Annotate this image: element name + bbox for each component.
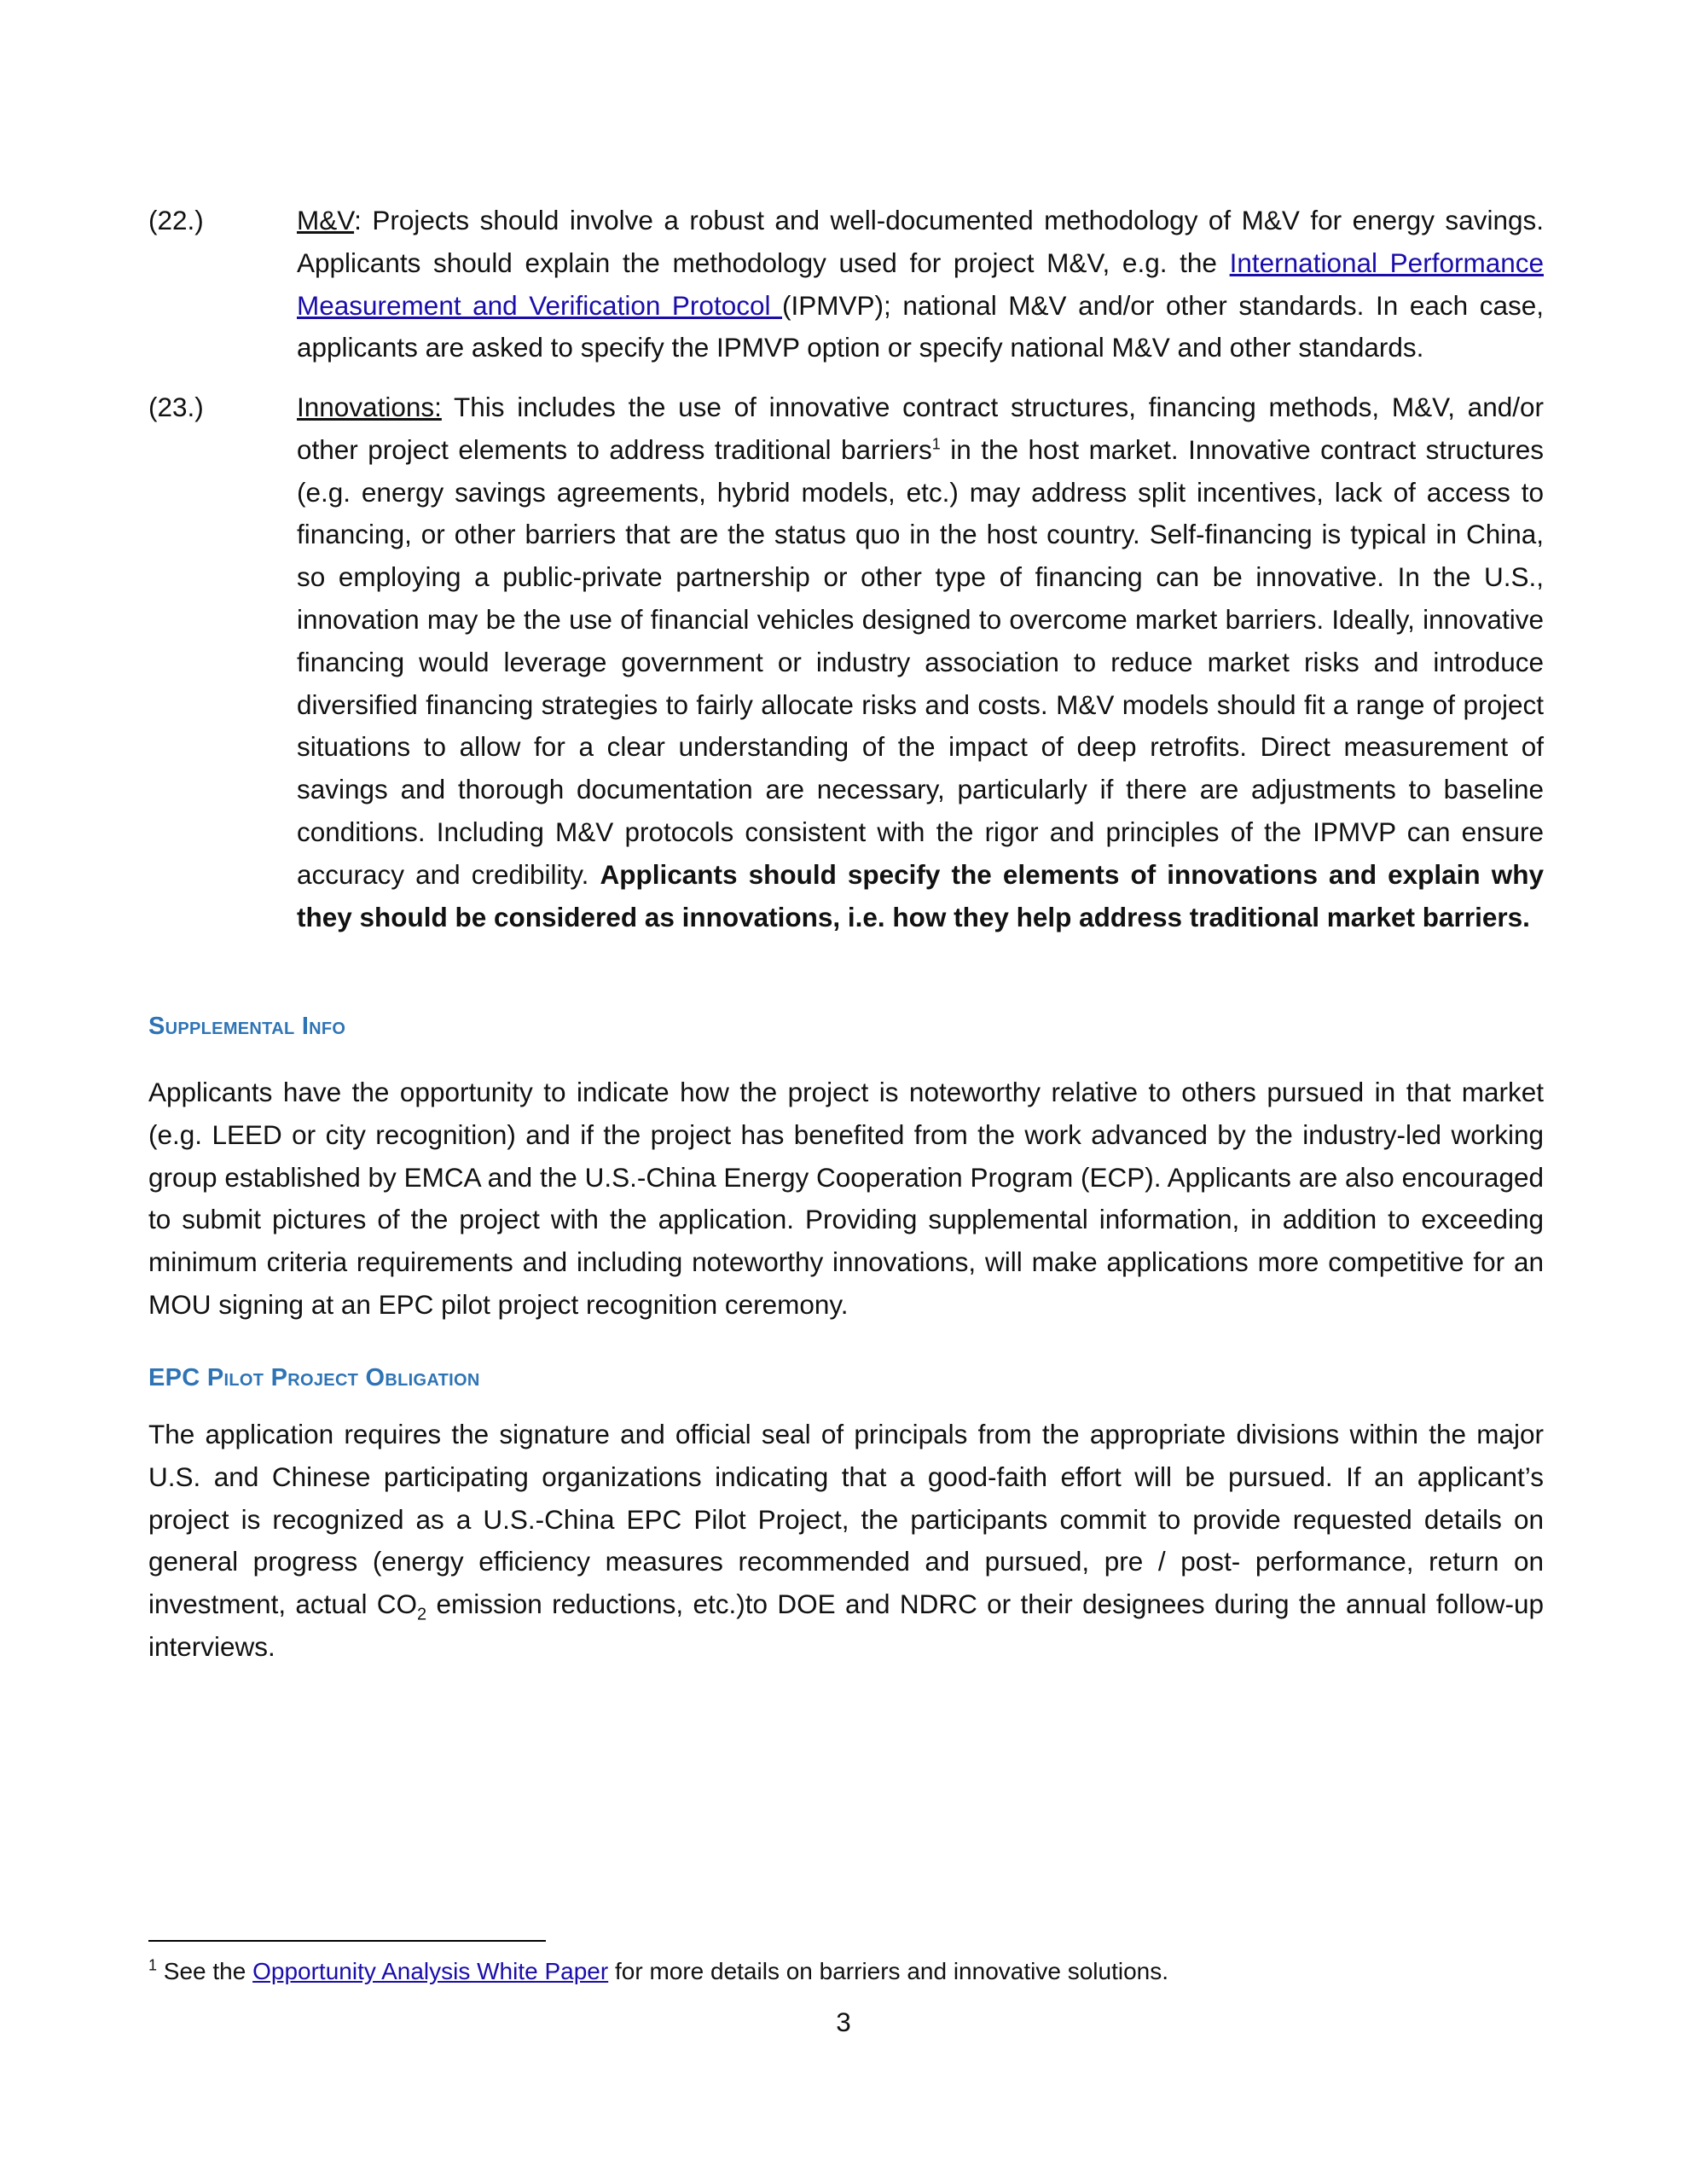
footnote bbox=[148, 1955, 1168, 1988]
footnote-divider bbox=[148, 1940, 546, 1942]
supplemental-paragraph: Applicants have the opportunity to indicate how the project is noteworthy relative to others pursued in that market (e.g. LEED or city recognition) and if the project has benefited from the work advanced by the industry-led working group established by EMCA and the U.S.-China Energy Cooperation Program (ECP). Applicants are also encouraged to submit pictures of the project with the application. Providing supplemental information, in addition to exceeding minimum criteria requirements and including noteworthy innovations, will make applications more competitive for an MOU signing at an EPC pilot project recognition ceremony. bbox=[148, 1077, 1544, 1320]
subscript-2: 2 bbox=[417, 1605, 427, 1624]
item-number: (22.) bbox=[148, 205, 204, 235]
item-term: Innovations: bbox=[297, 392, 442, 422]
item-body bbox=[297, 386, 1544, 938]
obligation-paragraph bbox=[148, 1414, 1544, 1669]
item-number: (23.) bbox=[148, 392, 204, 422]
footnote-reference[interactable]: 1 bbox=[931, 435, 941, 453]
white-paper-link[interactable]: Opportunity Analysis White Paper bbox=[252, 1958, 609, 1984]
item-bold-text: Applicants should specify the elements of innovations and explain why they should be considered as innovations, i.e. how they help address traditional market barriers. bbox=[297, 858, 1544, 932]
ipmvp-link[interactable]: International Performance Measurement and Verification Protocol bbox=[297, 247, 1544, 321]
footnote-marker: 1 bbox=[148, 1956, 158, 1974]
footnote-text: See the bbox=[157, 1958, 253, 1984]
item-term: M&V bbox=[297, 205, 355, 235]
item-text-continued: (IPMVP); national M&V and/or other standards. In each case, applicants are asked to specify the IPMVP option or specify national M&V and other standards. bbox=[297, 289, 1544, 363]
item-text: This includes the use of innovative contract structures, financing methods, M&V, and/or other project elements to address traditional barriers bbox=[297, 392, 1544, 465]
list-item-23 bbox=[148, 386, 1544, 938]
obligation-text-continued: emission reductions, etc.)to DOE and NDRC or their designees during the annual follow-up interviews. bbox=[148, 1589, 1544, 1662]
list-item-22 bbox=[148, 200, 1544, 369]
item-body bbox=[297, 200, 1544, 369]
page-number: 3 bbox=[836, 2007, 851, 2037]
footnote-text-continued: for more details on barriers and innovative solutions. bbox=[608, 1958, 1168, 1984]
item-text-continued: in the host market. Innovative contract structures (e.g. energy savings agreements, hybrid models, etc.) may address split incentives, lack of access to financing, or other barriers that are the status quo in the host country. Self-financing is typical in China, so employing a public-private partnership or other type of financing can be innovative. In the U.S., innovation may be the use of financial vehicles designed to overcome market barriers. Ideally, innovative financing would leverage government or industry association to reduce market risks and introduce diversified financing strategies to fairly allocate risks and costs. M&V models should fit a range of project situations to allow for a clear understanding of the impact of deep retrofits. Direct measurement of savings and thorough documentation are necessary, particularly if there are adjustments to baseline conditions. Including M&V protocols consistent with the rigor and principles of the IPMVP can ensure accuracy and credibility. bbox=[297, 433, 1544, 890]
item-text: : Projects should involve a robust and well-documented methodology of M&V for energy savings. Applicants should explain the methodology used for project M&V, e.g. the bbox=[297, 205, 1544, 278]
obligation-text: The application requires the signature and official seal of principals from the appropriate divisions within the major U.S. and Chinese participating organizations indicating that a good-faith effort will be pursued. If an applicant’s project is recognized as a U.S.-China EPC Pilot Project, the participants commit to provide requested details on general progress (energy efficiency measures recommended and pursued, pre / post- performance, return on investment, actual CO bbox=[148, 1419, 1544, 1620]
section-heading-obligation: EPC Pilot Project Obligation bbox=[148, 1364, 480, 1391]
section-heading-supplemental: Supplemental Info bbox=[148, 1013, 346, 1040]
